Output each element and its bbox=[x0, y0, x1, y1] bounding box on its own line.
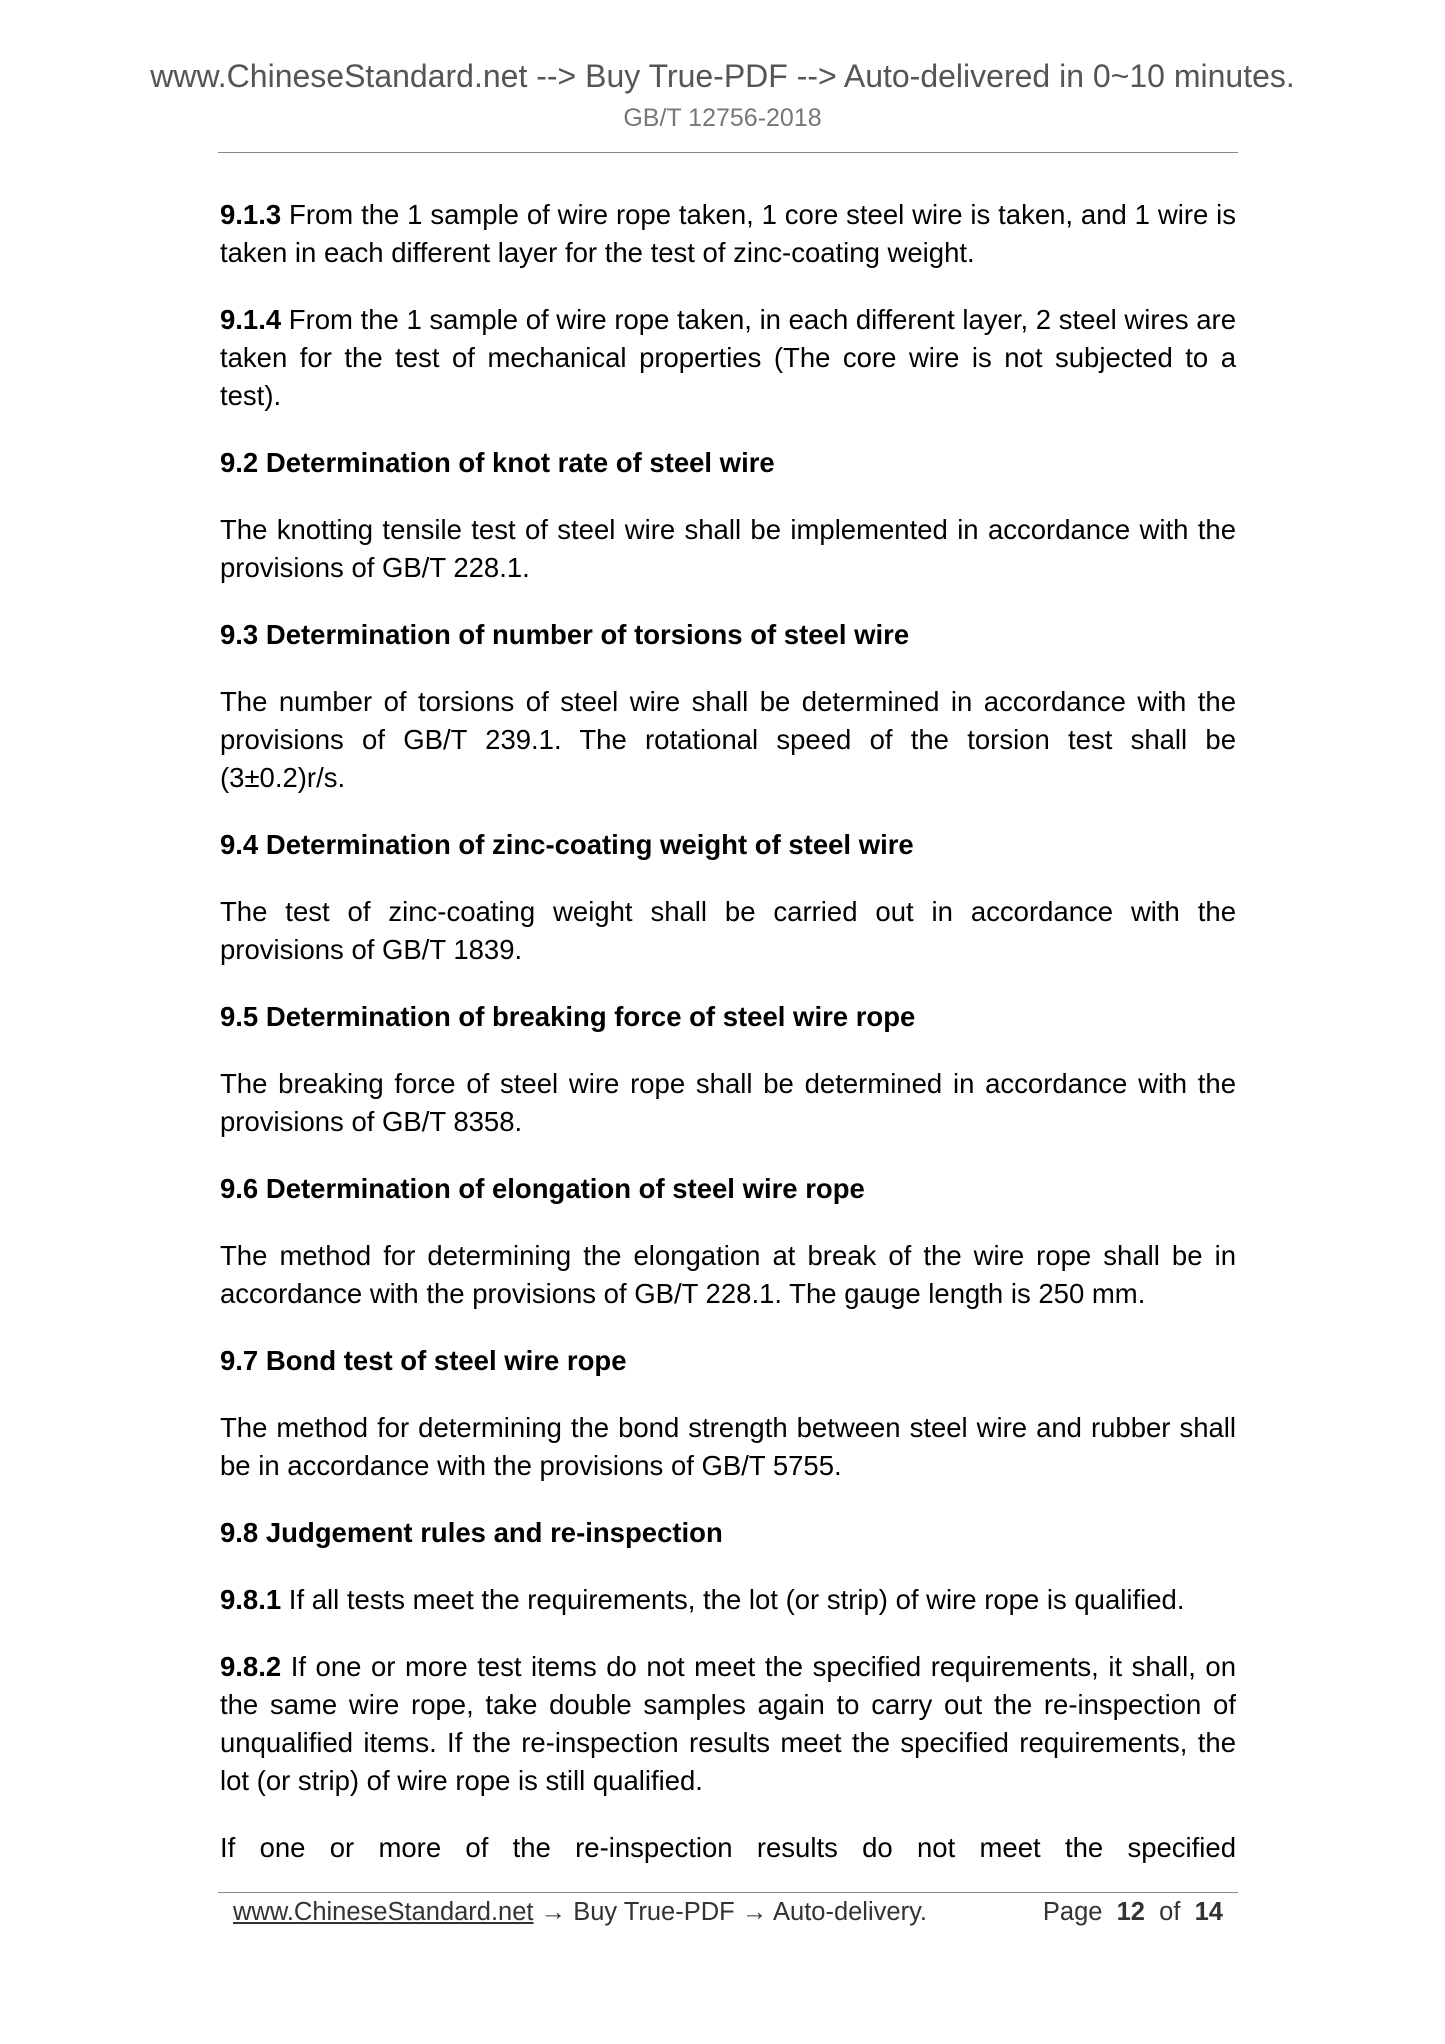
of-label: of bbox=[1159, 1898, 1181, 1926]
page-total: 14 bbox=[1194, 1898, 1223, 1926]
arrow-right-icon: → bbox=[533, 1898, 574, 1926]
page-indicator bbox=[1043, 1898, 1223, 1927]
page-number: 12 bbox=[1116, 1898, 1145, 1926]
page-label: Page bbox=[1042, 1898, 1103, 1926]
heading-9-3: 9.3 Determination of number of torsions of steel wire bbox=[220, 619, 910, 650]
heading-9-7: 9.7 Bond test of steel wire rope bbox=[220, 1345, 627, 1376]
document-body bbox=[220, 196, 1236, 1867]
heading-9-4: 9.4 Determination of zinc-coating weight of steel wire bbox=[220, 829, 914, 860]
footer-auto-text: Auto-delivery. bbox=[773, 1898, 928, 1926]
header-divider bbox=[218, 152, 1238, 153]
clause-text: If all tests meet the requirements, the lot (or strip) of wire rope is qualified. bbox=[281, 1584, 1185, 1615]
footer-divider bbox=[218, 1892, 1238, 1893]
heading-9-5: 9.5 Determination of breaking force of steel wire rope bbox=[220, 1001, 916, 1032]
footer-site-link[interactable]: www.ChineseStandard.net bbox=[233, 1898, 534, 1926]
footer-links bbox=[233, 1898, 927, 1927]
clause-9-1-4 bbox=[220, 301, 1236, 415]
heading-9-6: 9.6 Determination of elongation of steel wire rope bbox=[220, 1173, 865, 1204]
header-banner: www.ChineseStandard.net --> Buy True-PDF --> Auto-delivered in 0~10 minutes. bbox=[150, 58, 1295, 94]
page-footer bbox=[233, 1898, 1223, 1932]
clause-9-5-text: The breaking force of steel wire rope shall be determined in accordance with the provisions of GB/T 8358. bbox=[220, 1068, 1236, 1137]
clause-9-1-3 bbox=[220, 196, 1236, 272]
standard-number: GB/T 12756-2018 bbox=[623, 104, 822, 132]
clause-number: 9.1.3 bbox=[220, 199, 282, 230]
clause-9-7-text: The method for determining the bond strength between steel wire and rubber shall be in accordance with the provisions of GB/T 5755. bbox=[220, 1412, 1236, 1481]
clause-text: From the 1 sample of wire rope taken, in each different layer, 2 steel wires are taken for the test of mechanical properties (The core wire is not subjected to a test). bbox=[220, 304, 1236, 411]
clause-9-8-2 bbox=[220, 1648, 1236, 1800]
clause-9-4-text: The test of zinc-coating weight shall be carried out in accordance with the provisions of GB/T 1839. bbox=[220, 896, 1236, 965]
clause-continuation: If one or more of the re-inspection results do not meet the specified bbox=[220, 1832, 1236, 1863]
clause-number: 9.1.4 bbox=[220, 304, 282, 335]
clause-9-8-1 bbox=[220, 1581, 1236, 1619]
clause-9-3-text: The number of torsions of steel wire shall be determined in accordance with the provisions of GB/T 239.1. The rotational speed of the torsion test shall be (3±0.2)r/s. bbox=[220, 686, 1236, 793]
arrow-right-icon: → bbox=[734, 1898, 773, 1926]
clause-9-2-text: The knotting tensile test of steel wire shall be implemented in accordance with the provisions of GB/T 228.1. bbox=[220, 514, 1236, 583]
clause-9-6-text: The method for determining the elongation at break of the wire rope shall be in accordance with the provisions of GB/T 228.1. The gauge length is 250 mm. bbox=[220, 1240, 1236, 1309]
clause-number: 9.8.2 bbox=[220, 1651, 282, 1682]
clause-text: From the 1 sample of wire rope taken, 1 core steel wire is taken, and 1 wire is taken in each different layer for the test of zinc-coating weight. bbox=[220, 199, 1236, 268]
heading-9-2: 9.2 Determination of knot rate of steel wire bbox=[220, 447, 775, 478]
clause-text: If one or more test items do not meet the specified requirements, it shall, on the same wire rope, take double samples again to carry out the re-inspection of unqualified items. If the re-inspection results meet the specified requirements, the lot (or strip) of wire rope is still qualified. bbox=[220, 1651, 1236, 1796]
clause-number: 9.8.1 bbox=[220, 1584, 282, 1615]
footer-buy-text: Buy True-PDF bbox=[573, 1898, 735, 1926]
heading-9-8: 9.8 Judgement rules and re-inspection bbox=[220, 1517, 723, 1548]
